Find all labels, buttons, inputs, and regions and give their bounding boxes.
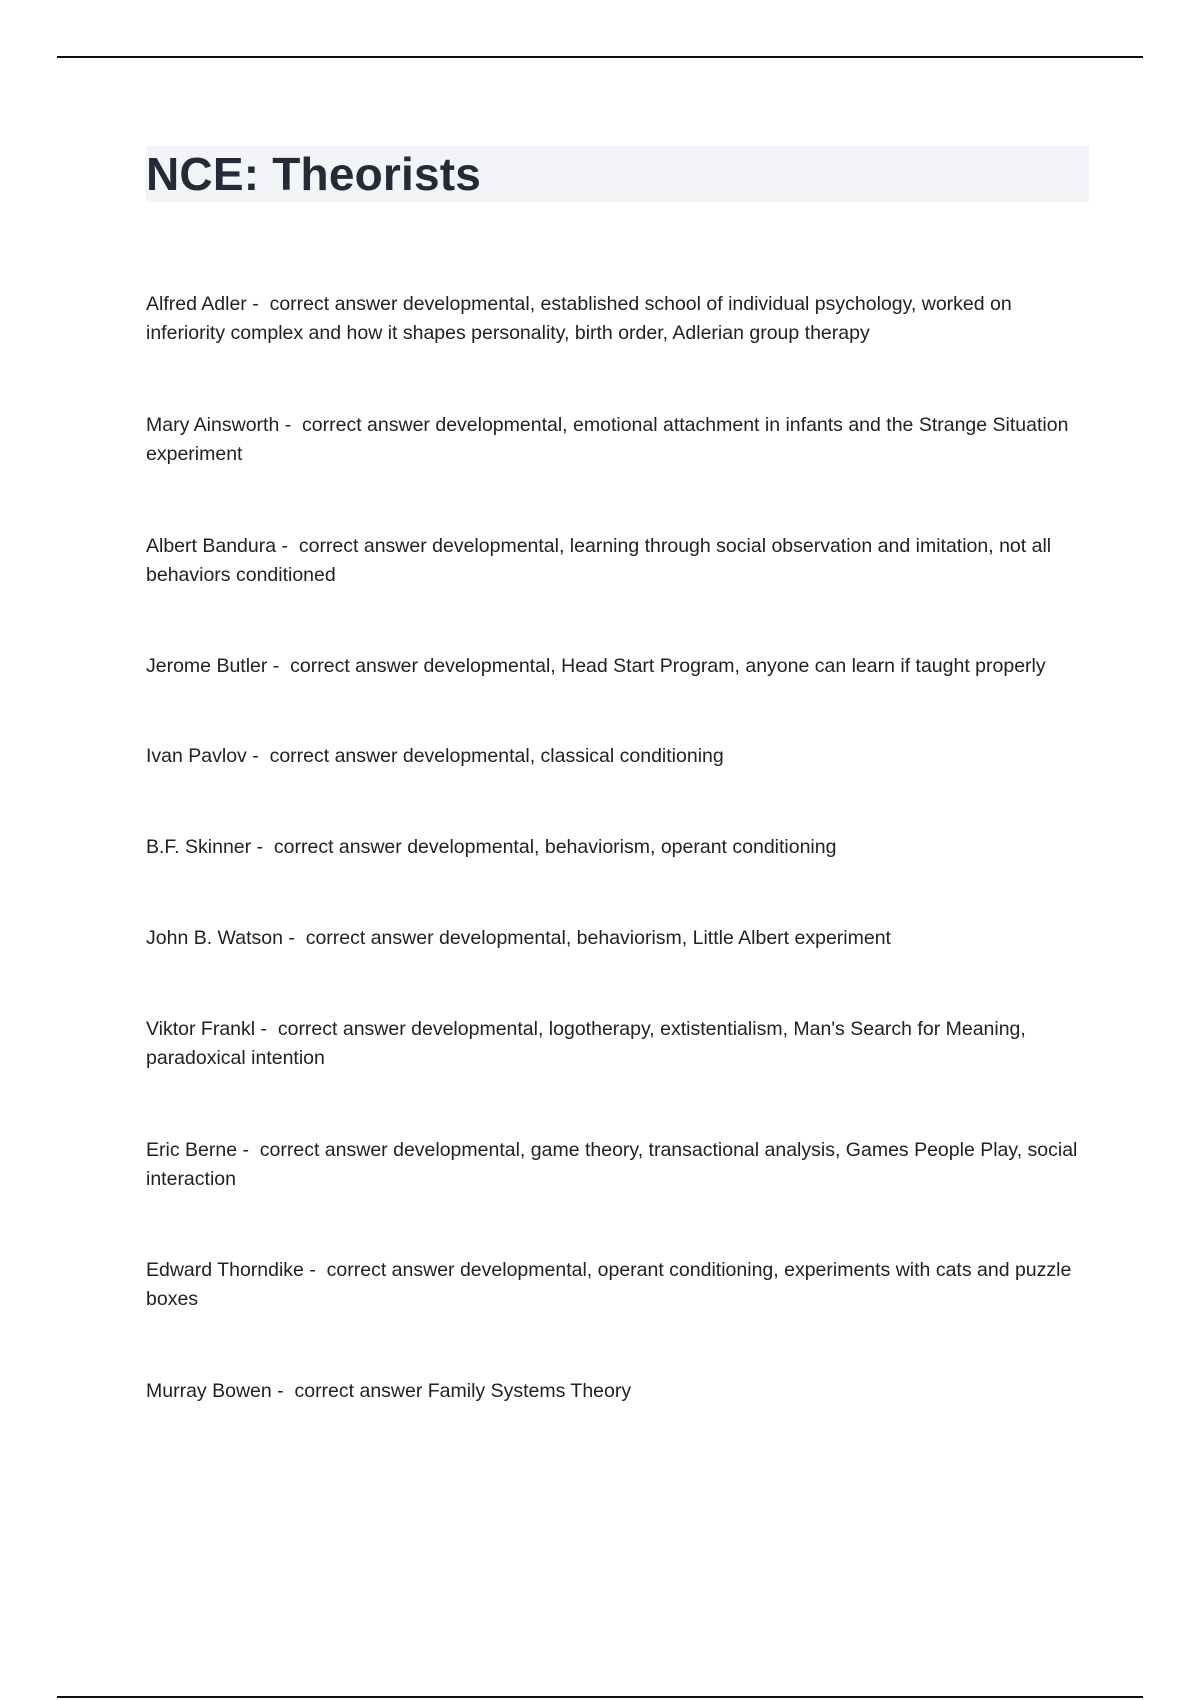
entry-separator: - <box>255 1018 278 1040</box>
entry-separator: - <box>282 927 306 949</box>
entry-answer-prefix: correct answer <box>273 836 402 858</box>
entry-definition: developmental, Head Start Program, anyone can learn if taught properly <box>423 655 1046 677</box>
entry-answer-prefix: correct answer <box>305 927 434 949</box>
entry-definition: developmental, behaviorism, Little Albert experiment <box>438 927 891 949</box>
entry-term: Ivan Pavlov <box>146 745 247 767</box>
entry-separator: - <box>246 293 270 315</box>
flashcard-entry <box>146 532 1091 590</box>
entry-separator: - <box>267 655 291 677</box>
flashcard-entry <box>146 411 1091 469</box>
entry-answer-prefix: correct answer <box>277 1018 406 1040</box>
entry-answer-prefix: correct answer <box>294 1380 423 1402</box>
flashcard-entry <box>146 1377 1091 1406</box>
flashcard-entry <box>146 1015 1091 1073</box>
entry-definition: developmental, logotherapy, extistentialism, Man's Search for Meaning, paradoxical intention <box>146 1018 1026 1069</box>
entry-answer-prefix: correct answer <box>269 745 398 767</box>
entry-answer-prefix: correct answer <box>269 293 398 315</box>
top-divider <box>57 56 1143 58</box>
flashcard-entry <box>146 1256 1091 1314</box>
entry-term: Alfred Adler <box>146 293 247 315</box>
entry-separator: - <box>246 745 270 767</box>
entry-term: Mary Ainsworth <box>146 414 280 436</box>
entry-definition: developmental, classical conditioning <box>402 745 724 767</box>
entry-term: John B. Watson <box>146 927 283 949</box>
page-title: NCE: Theorists <box>146 148 482 200</box>
entry-term: Viktor Frankl <box>146 1018 256 1040</box>
bottom-divider <box>57 1696 1143 1698</box>
entry-answer-prefix: correct answer <box>326 1259 455 1281</box>
entry-term: Murray Bowen <box>146 1380 272 1402</box>
entry-separator: - <box>251 836 274 858</box>
entry-answer-prefix: correct answer <box>298 535 427 557</box>
entry-separator: - <box>279 414 303 436</box>
entry-answer-prefix: correct answer <box>259 1139 388 1161</box>
entry-definition: Family Systems Theory <box>427 1380 632 1402</box>
entry-term: Eric Berne <box>146 1139 238 1161</box>
flashcard-entry <box>146 290 1091 348</box>
entry-separator: - <box>237 1139 260 1161</box>
entry-definition: developmental, emotional attachment in infants and the Strange Situation experiment <box>146 414 1069 465</box>
entry-separator: - <box>276 535 299 557</box>
entry-definition: developmental, behaviorism, operant conditioning <box>407 836 837 858</box>
flashcard-entry <box>146 742 1091 771</box>
entry-answer-prefix: correct answer <box>302 414 430 436</box>
entry-term: B.F. Skinner <box>146 836 252 858</box>
entry-answer-prefix: correct answer <box>290 655 419 677</box>
flashcard-entry <box>146 1136 1091 1194</box>
entry-definition: developmental, established school of individual psychology, worked on inferiority complex and how it shapes personality, birth order, Adlerian group therapy <box>146 293 1012 344</box>
flashcard-entry <box>146 924 1091 953</box>
entry-separator: - <box>271 1380 295 1402</box>
entry-definition: developmental, game theory, transactional analysis, Games People Play, social interaction <box>146 1139 1078 1190</box>
entry-definition: developmental, operant conditioning, experiments with cats and puzzle boxes <box>146 1259 1072 1310</box>
flashcard-entry <box>146 833 1091 862</box>
entry-term: Jerome Butler <box>146 655 268 677</box>
entry-term: Albert Bandura <box>146 535 277 557</box>
entry-term: Edward Thorndike <box>146 1259 304 1281</box>
flashcard-entry <box>146 652 1091 681</box>
entry-separator: - <box>303 1259 327 1281</box>
entry-definition: developmental, learning through social observation and imitation, not all behaviors conditioned <box>146 535 1052 586</box>
